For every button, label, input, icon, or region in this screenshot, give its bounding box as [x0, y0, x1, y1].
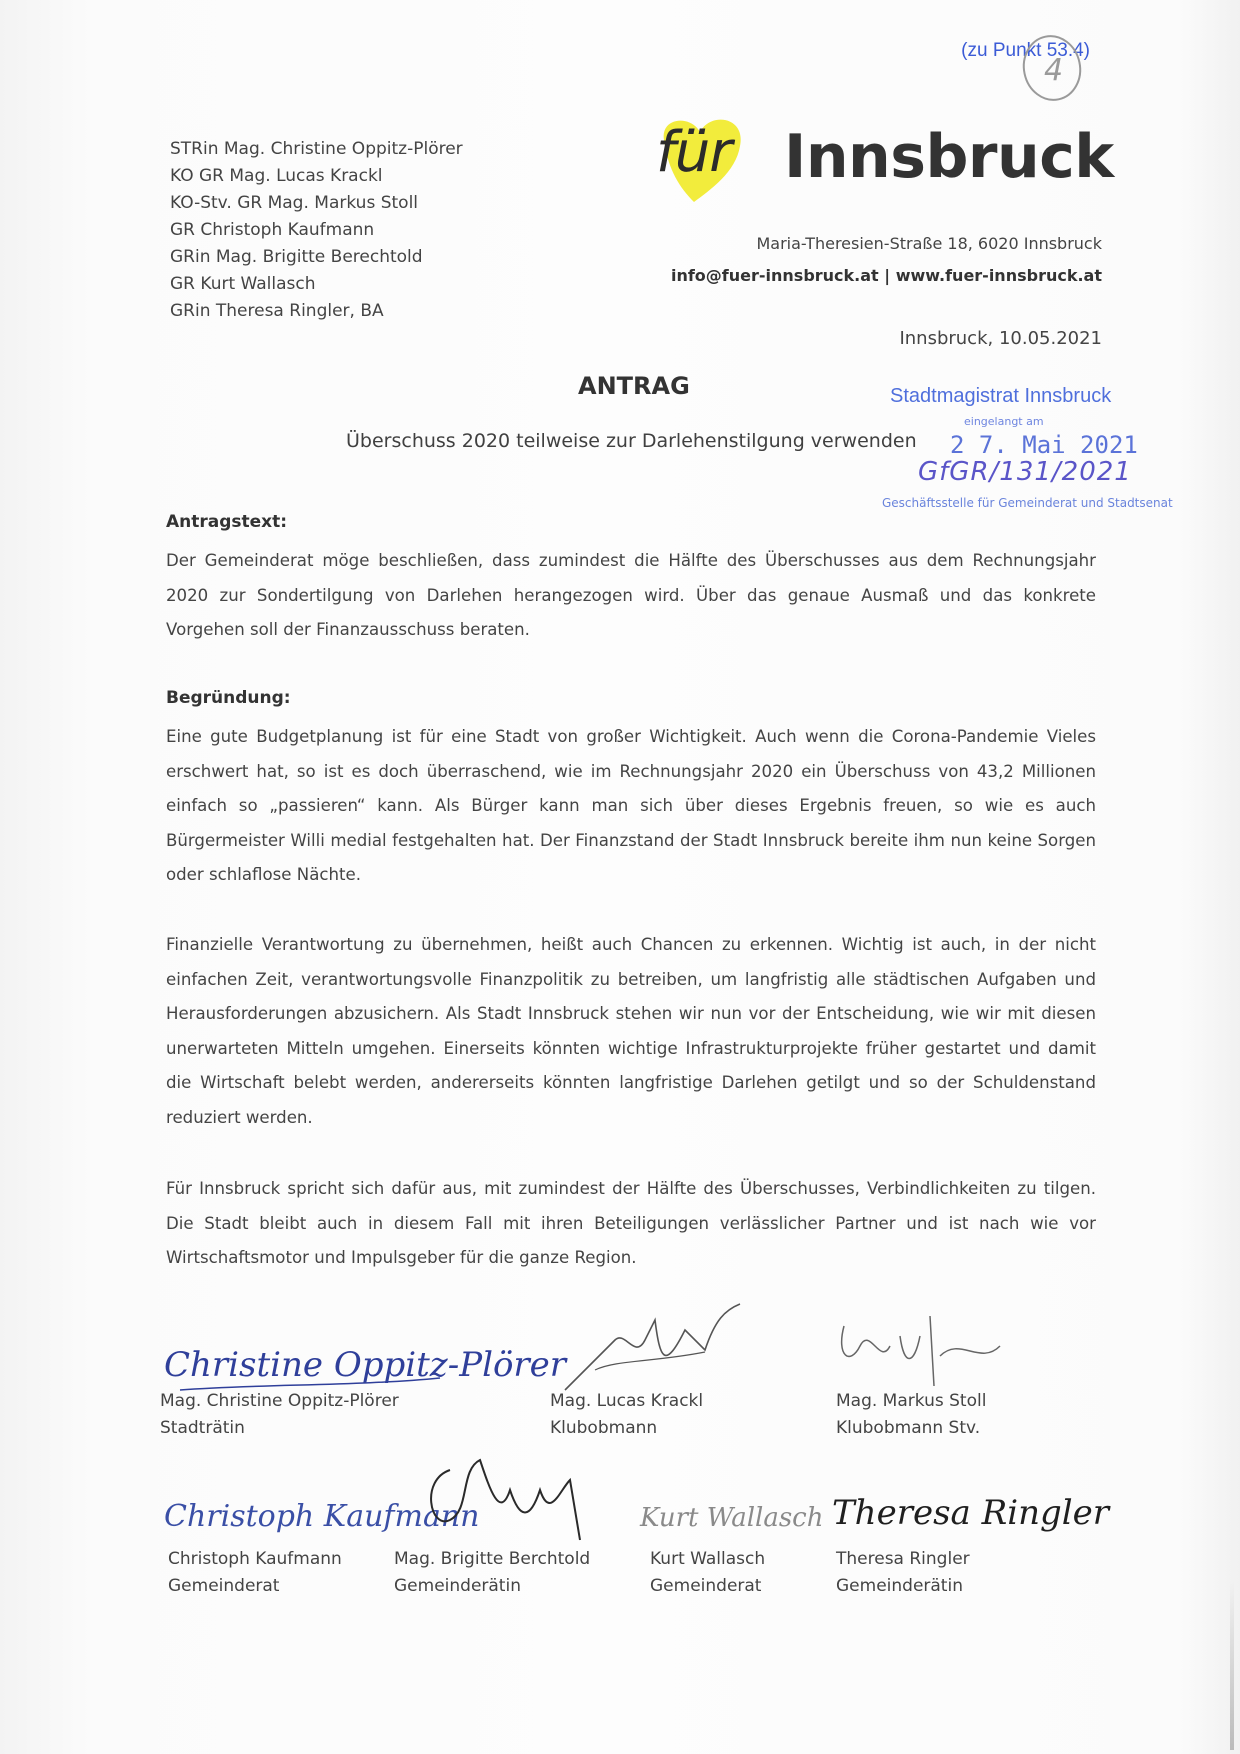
- signature-block: [650, 1546, 765, 1600]
- signature-block: [160, 1388, 399, 1442]
- signature-block: [550, 1388, 703, 1442]
- signature-krackl: [555, 1300, 745, 1400]
- author-line: KO GR Mag. Lucas Krackl: [170, 166, 383, 186]
- signatory-role: Klubobmann Stv.: [836, 1418, 981, 1438]
- document-date: Innsbruck, 10.05.2021: [899, 328, 1102, 349]
- signatory-name: Theresa Ringler: [836, 1549, 970, 1569]
- signature-stoll: [830, 1296, 1010, 1396]
- begruendung-paragraph: Eine gute Budgetplanung ist für eine Stadt von großer Wichtigkeit. Auch wenn die Corona-Pandemie Vieles erschwert hat, so ist es doch überraschend, wie im Rechnungsjahr 2020 ein Überschuss von 43,2 Millionen einfach so „passieren“ kann. Als Bürger kann man sich über dieses Ergebnis freuen, so wie es auch Bürgermeister Willi medial festgehalten hat. Der Finanzstand der Stadt Innsbruck bereite ihm nun keine Sorgen oder schlaflose Nächte.: [166, 727, 1096, 884]
- signatory-role: Stadträtin: [160, 1418, 245, 1438]
- begruendung-paragraph: Finanzielle Verantwortung zu übernehmen, heißt auch Chancen zu erkennen. Wichtig ist auch, in der nicht einfachen Zeit, verantwortungsvolle Finanzpolitik zu betreiben, um langfristig alle städtischen Aufgaben und Herausforderungen abzusichern. Als Stadt Innsbruck stehen wir nun vor der Entscheidung, wie wir mit diesen unerwarteten Mitteln umgehen. Einerseits könnten wichtige Infrastrukturprojekte früher gestartet und damit die Wirtschaft belebt werden, andererseits könnten langfristige Darlehen getilgt und so der Schuldenstand reduziert werden.: [166, 935, 1096, 1127]
- logo-word-fuer: für: [656, 120, 732, 185]
- circle-mark-text: 4: [1044, 53, 1064, 88]
- signatory-name: Mag. Christine Oppitz-Plörer: [160, 1391, 399, 1411]
- signature-block: [394, 1546, 590, 1600]
- stamp-department: Geschäftsstelle für Gemeinderat und Stadtsenat: [882, 496, 1173, 510]
- signatory-name: Christoph Kaufmann: [168, 1549, 342, 1569]
- signature-kaufmann: [160, 1480, 480, 1550]
- antragstext-heading: Antragstext:: [166, 512, 288, 532]
- author-line: STRin Mag. Christine Oppitz-Plörer: [170, 139, 463, 159]
- document-subtitle: Überschuss 2020 teilweise zur Darlehenstilgung verwenden: [346, 430, 917, 452]
- signature-wallasch: [636, 1484, 824, 1544]
- author-list: [170, 136, 463, 325]
- signature-block: [836, 1546, 970, 1600]
- logo-word-innsbruck: Innsbruck: [784, 122, 1114, 192]
- author-line: KO-Stv. GR Mag. Markus Stoll: [170, 193, 419, 213]
- author-line: GRin Mag. Brigitte Berechtold: [170, 247, 423, 267]
- sender-address: Maria-Theresien-Straße 18, 6020 Innsbruck: [756, 234, 1102, 253]
- stamp-file-number: GfGR/131/2021: [918, 457, 1132, 487]
- signatory-role: Gemeinderat: [650, 1576, 762, 1596]
- signature-berchtold: [410, 1450, 600, 1560]
- signatory-role: Gemeinderätin: [394, 1576, 521, 1596]
- author-line: GRin Theresa Ringler, BA: [170, 301, 384, 321]
- begruendung-heading: Begründung:: [166, 688, 291, 708]
- signatory-role: Gemeinderat: [168, 1576, 280, 1596]
- signature-handwriting: Christoph Kaufmann: [164, 1499, 480, 1534]
- stamp-office: Stadtmagistrat Innsbruck: [890, 385, 1112, 407]
- document-title: ANTRAG: [578, 372, 690, 400]
- signatory-role: Gemeinderätin: [836, 1576, 963, 1596]
- antragstext-paragraph: Der Gemeinderat möge beschließen, dass zumindest die Hälfte des Überschusses aus dem Rechnungsjahr 2020 zur Sondertilgung von Darlehen herangezogen wird. Über das genaue Ausmaß und das konkrete Vorgehen soll der Finanzausschuss beraten.: [166, 551, 1096, 639]
- signature-block: [836, 1388, 986, 1442]
- signatory-name: Mag. Lucas Krackl: [550, 1391, 704, 1411]
- reference-note: (zu Punkt 53.4): [961, 40, 1090, 61]
- signatory-role: Klubobmann: [550, 1418, 658, 1438]
- page-edge-shadow: [1230, 1580, 1234, 1750]
- signature-handwriting: Kurt Wallasch: [640, 1503, 824, 1533]
- author-line: GR Christoph Kaufmann: [170, 220, 375, 240]
- signature-handwriting: Christine Oppitz-Plörer: [164, 1345, 567, 1385]
- handwritten-circle-mark: [1018, 30, 1088, 104]
- signatory-name: Mag. Brigitte Berchtold: [394, 1549, 591, 1569]
- begruendung-paragraph: Für Innsbruck spricht sich dafür aus, mit zumindest der Hälfte des Überschusses, Verbindlichkeiten zu tilgen. Die Stadt bleibt auch in diesem Fall mit ihren Beteiligungen verlässlicher Partner und ist nach wie vor Wirtschaftsmotor und Impulsgeber für die ganze Region.: [166, 1179, 1096, 1267]
- sender-contact: info@fuer-innsbruck.at | www.fuer-innsbruck.at: [670, 266, 1102, 285]
- stamp-received-date: 2 7. Mai 2021: [950, 431, 1138, 459]
- signatory-name: Mag. Markus Stoll: [836, 1391, 987, 1411]
- stamp-received-label: eingelangt am: [964, 415, 1044, 428]
- signatory-name: Kurt Wallasch: [650, 1549, 766, 1569]
- signature-ringler: [828, 1476, 1109, 1556]
- receipt-stamp: [870, 385, 1180, 535]
- signature-handwriting: Theresa Ringler: [832, 1493, 1109, 1533]
- signature-block: [168, 1546, 342, 1600]
- author-line: GR Kurt Wallasch: [170, 274, 316, 294]
